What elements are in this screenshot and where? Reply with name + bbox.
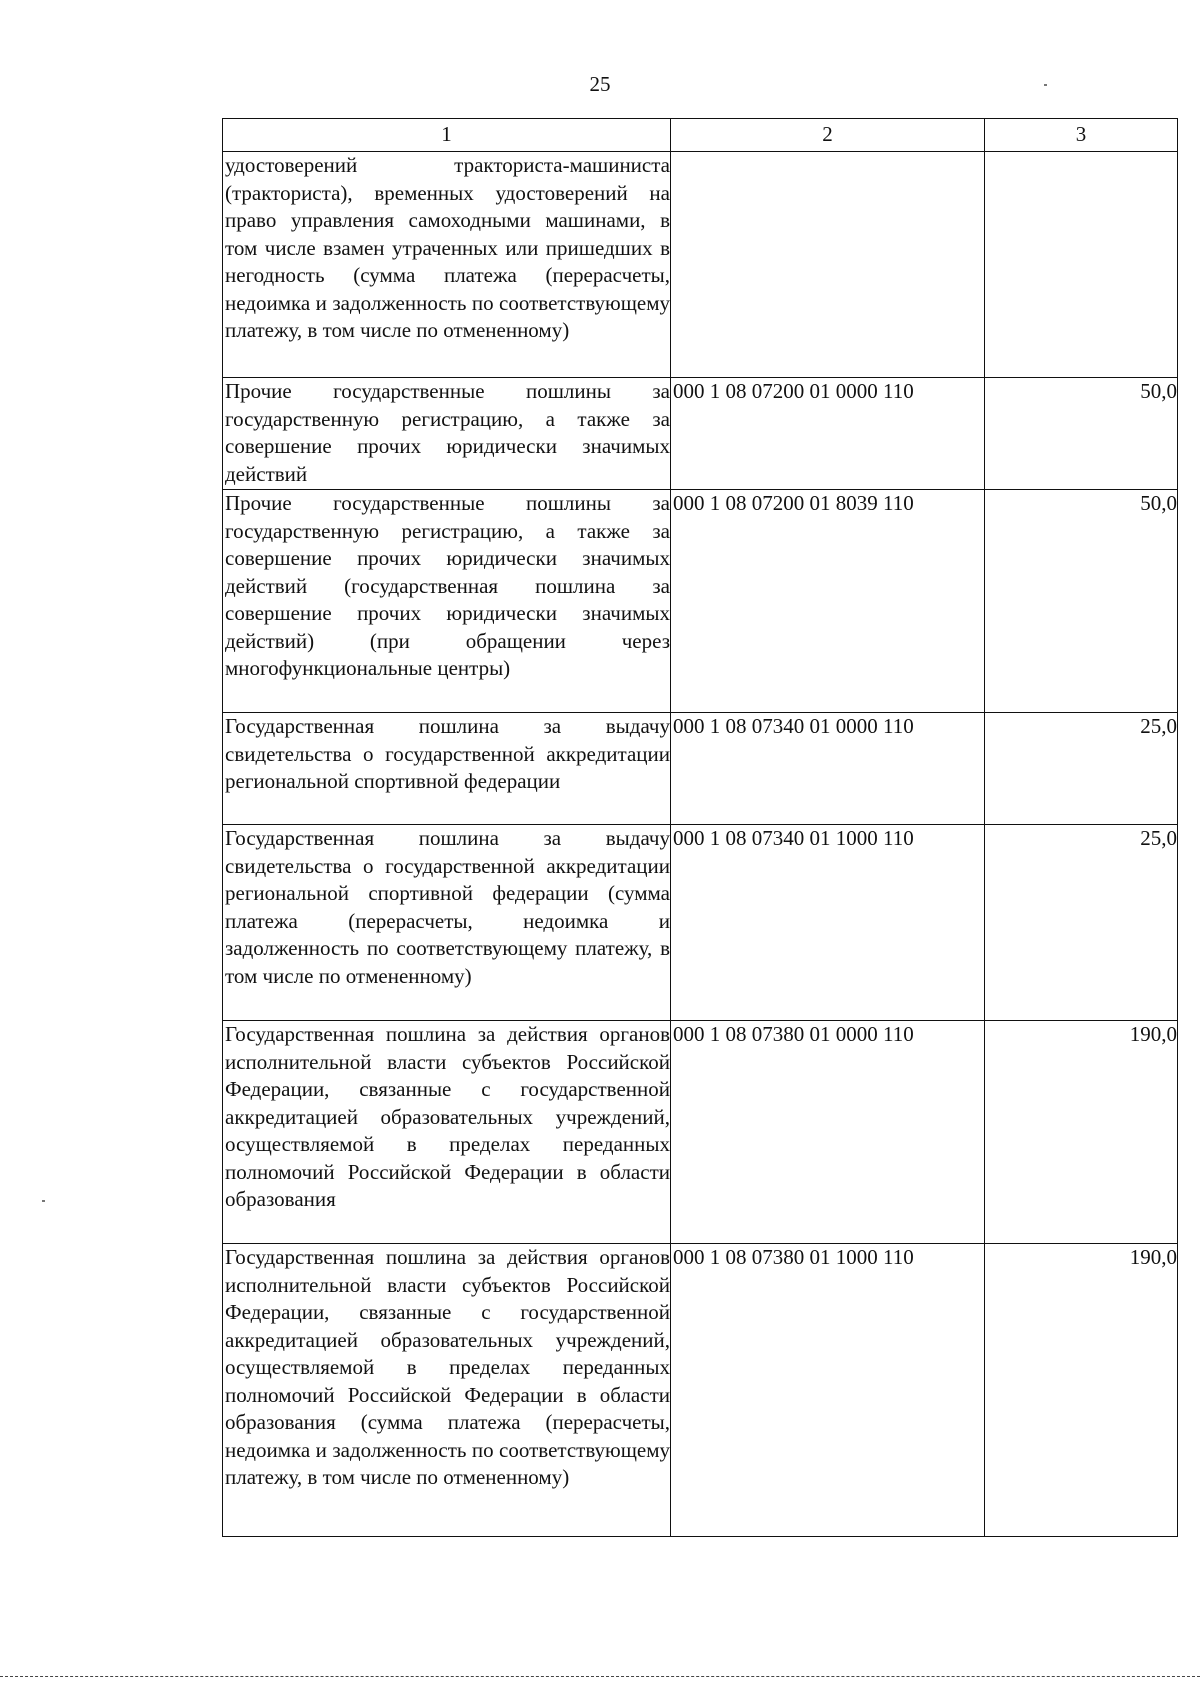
page-bottom-rule <box>0 1676 1200 1677</box>
column-header-3: 3 <box>985 119 1178 152</box>
row-description: Прочие государственные пошлины за государственную регистрацию, а также за совершение прочих юридически значимых действий (государственная пошлина за совершение прочих юридически значимых действий) (при обращении через многофункциональные центры) <box>223 490 671 713</box>
scan-speck <box>1044 84 1047 86</box>
row-code <box>671 152 985 378</box>
row-amount: 50,0 <box>985 378 1178 490</box>
row-amount: 25,0 <box>985 825 1178 1021</box>
table-row <box>223 1244 1178 1537</box>
column-header-1: 1 <box>223 119 671 152</box>
row-code: 000 1 08 07200 01 0000 110 <box>671 378 985 490</box>
row-amount: 50,0 <box>985 490 1178 713</box>
table-row <box>223 490 1178 713</box>
row-description: Государственная пошлина за действия органов исполнительной власти субъектов Российской Федерации, связанные с государственной аккредитацией образовательных учреждений, осуществляемой в пределах переданных полномочий Российской Федерации в области образования <box>223 1021 671 1244</box>
table-row <box>223 1021 1178 1244</box>
row-code: 000 1 08 07200 01 8039 110 <box>671 490 985 713</box>
row-code: 000 1 08 07380 01 0000 110 <box>671 1021 985 1244</box>
row-code: 000 1 08 07340 01 1000 110 <box>671 825 985 1021</box>
row-amount: 190,0 <box>985 1244 1178 1537</box>
table-row <box>223 713 1178 825</box>
page-number: 25 <box>589 72 611 96</box>
row-amount <box>985 152 1178 378</box>
header-row <box>223 119 1178 152</box>
fee-table <box>222 118 1178 1537</box>
row-amount: 190,0 <box>985 1021 1178 1244</box>
row-description: Государственная пошлина за выдачу свидетельства о государственной аккредитации региональной спортивной федерации (сумма платежа (перерасчеты, недоимка и задолженность по соответствующему платежу, в том числе по отмененному) <box>223 825 671 1021</box>
table-row <box>223 152 1178 378</box>
table-row <box>223 378 1178 490</box>
scan-speck <box>42 1200 45 1202</box>
row-amount: 25,0 <box>985 713 1178 825</box>
row-description: Прочие государственные пошлины за государственную регистрацию, а также за совершение прочих юридически значимых действий <box>223 378 671 490</box>
row-code: 000 1 08 07380 01 1000 110 <box>671 1244 985 1537</box>
row-description: Государственная пошлина за выдачу свидетельства о государственной аккредитации региональной спортивной федерации <box>223 713 671 825</box>
row-description: Государственная пошлина за действия органов исполнительной власти субъектов Российской Федерации, связанные с государственной аккредитацией образовательных учреждений, осуществляемой в пределах переданных полномочий Российской Федерации в области образования (сумма платежа (перерасчеты, недоимка и задолженность по соответствующему платежу, в том числе по отмененному) <box>223 1244 671 1537</box>
table-row <box>223 825 1178 1021</box>
row-description: удостоверений тракториста-машиниста (тракториста), временных удостоверений на право управления самоходными машинами, в том числе взамен утраченных или пришедших в негодность (сумма платежа (перерасчеты, недоимка и задолженность по соответствующему платежу, в том числе по отмененному) <box>223 152 671 378</box>
row-code: 000 1 08 07340 01 0000 110 <box>671 713 985 825</box>
column-header-2: 2 <box>671 119 985 152</box>
